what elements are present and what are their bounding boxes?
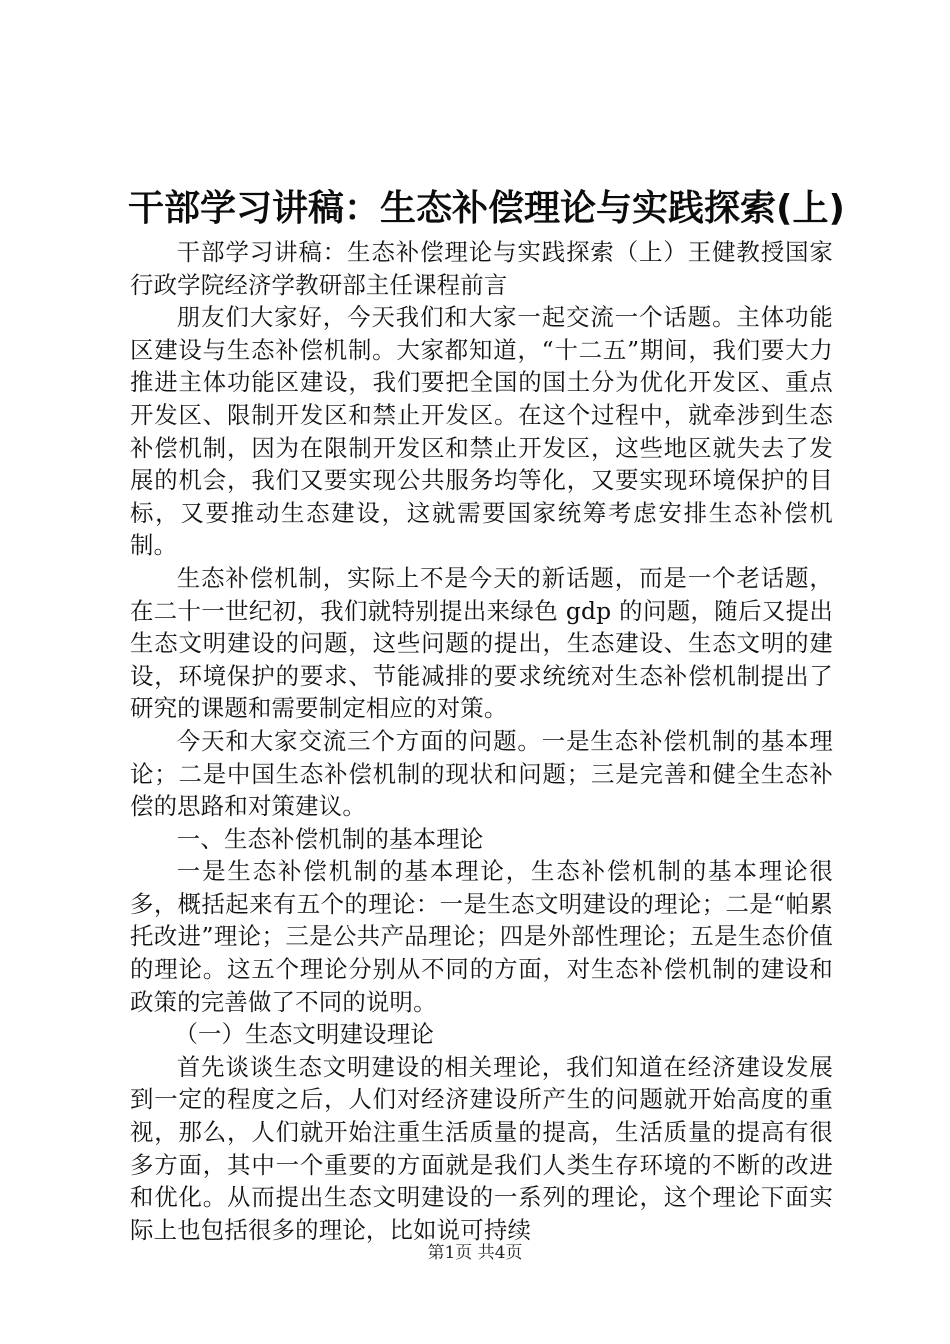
document-title: 干部学习讲稿：生态补偿理论与实践探索(上) (128, 188, 845, 229)
intro-paragraph: 干部学习讲稿：生态补偿理论与实践探索（上）王健教授国家行政学院经济学教研部主任课程前言 (130, 238, 833, 299)
section-heading: 一、生态补偿机制的基本理论 (176, 824, 484, 853)
body-paragraph: 生态补偿机制，实际上不是今天的新话题，而是一个老话题，在二十一世纪初，我们就特别提出来绿色 gdp 的问题，随后又提出生态文明建设的问题，这些问题的提出，生态建设、生态文明的建设，环境保护的要求、节能减排的要求统统对生态补偿机制提出了研究的课题和需要制定相应的对策。 (130, 563, 833, 723)
body-paragraph: 朋友们大家好，今天我们和大家一起交流一个话题。主体功能区建设与生态补偿机制。大家都知道，“十二五”期间，我们要大力推进主体功能区建设，我们要把全国的国土分为优化开发区、重点开发区、限制开发区和禁止开发区。在这个过程中，就牵涉到生态补偿机制，因为在限制开发区和禁止开发区，这些地区就失去了发展的机会，我们又要实现公共服务均等化，又要实现环境保护的目标，又要推动生态建设，这就需要国家统筹考虑安排生态补偿机制。 (130, 303, 833, 560)
body-paragraph: 首先谈谈生态文明建设的相关理论，我们知道在经济建设发展到一定的程度之后，人们对经济建设所产生的问题就开始高度的重视，那么，人们就开始注重生活质量的提高，生活质量的提高有很多方面，其中一个重要的方面就是我们人类生存环境的不断的改进和优化。从而提出生态文明建设的一系列的理论，这个理论下面实际上也包括很多的理论，比如说可持续 (130, 1052, 833, 1244)
document-body (130, 236, 833, 1246)
body-paragraph: 一是生态补偿机制的基本理论，生态补偿机制的基本理论很多，概括起来有五个的理论：一是生态文明建设的理论；二是“帕累托改进”理论；三是公共产品理论；四是外部性理论；五是生态价值的理论。这五个理论分别从不同的方面，对生态补偿机制的建设和政策的完善做了不同的说明。 (130, 857, 833, 1016)
subsection-heading: （一）生态文明建设理论 (174, 1020, 434, 1049)
page-footer: 第1页 共4页 (427, 1243, 523, 1263)
body-paragraph: 今天和大家交流三个方面的问题。一是生态补偿机制的基本理论；二是中国生态补偿机制的现状和问题；三是完善和健全生态补偿的思路和对策建议。 (130, 726, 833, 821)
